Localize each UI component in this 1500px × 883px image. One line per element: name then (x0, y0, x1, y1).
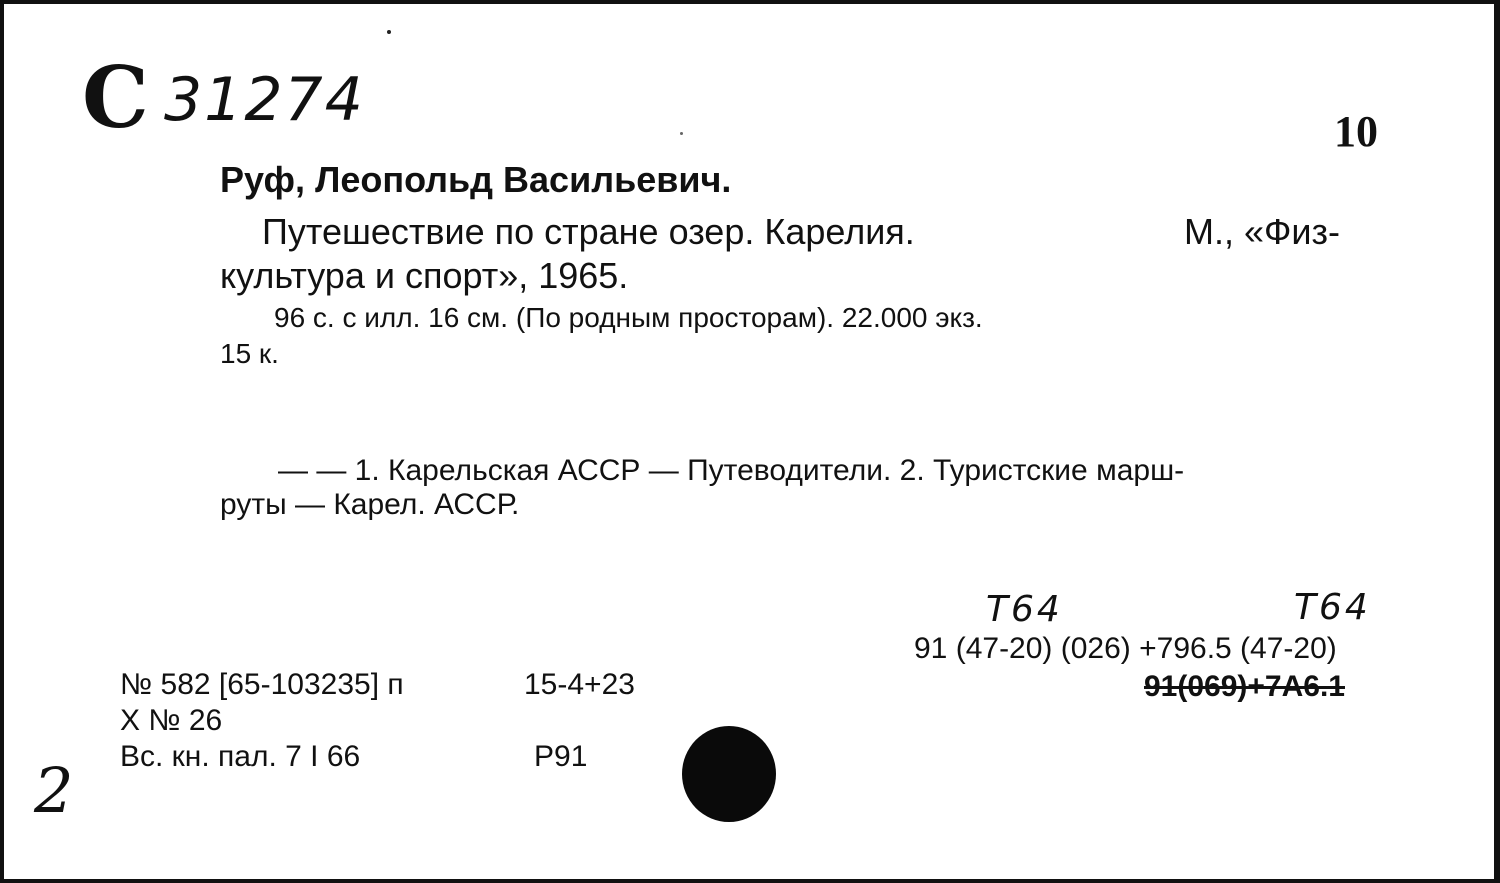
order-number: № 582 [65-103235] п (120, 668, 404, 701)
ink-speck (387, 30, 391, 34)
subject-headings-line-1: — — 1. Карельская АССР — Путеводители. 2. Туристские марш- (278, 454, 1185, 487)
title-line-1: Путешествие по стране озер. Карелия. (262, 211, 915, 252)
subject-headings-line-2: руты — Карел. АССР. (220, 488, 520, 521)
shelf-code: Р91 (534, 740, 588, 773)
stamp-letter: С (82, 48, 147, 147)
ink-speck (680, 132, 683, 135)
author-heading: Руф, Леопольд Васильевич. (220, 159, 732, 200)
title-line-2: культура и спорт», 1965. (220, 255, 629, 296)
price: 15 к. (220, 338, 279, 369)
handwritten-mark-2: Т64 (1294, 587, 1371, 628)
chamber-mark: Вс. кн. пал. 7 I 66 (120, 740, 361, 773)
title-publisher: М., «Физ- (1184, 211, 1340, 252)
handwritten-margin-number: 2 (34, 754, 74, 827)
classification-code: 91 (47-20) (026) +796.5 (47-20) (914, 632, 1337, 665)
card-series: Х № 26 (120, 704, 223, 737)
physical-description: 96 с. с илл. 16 см. (По родным просторам). 22.000 экз. (274, 302, 983, 333)
card-number: 10 (1334, 107, 1378, 156)
stamp-number: 31274 (164, 65, 365, 135)
struck-classification-code: 91(069)+7А6.1 (1144, 670, 1345, 703)
punch-hole (682, 726, 776, 822)
print-code: 15-4+23 (524, 668, 635, 701)
handwritten-mark-1: Т64 (986, 589, 1063, 630)
